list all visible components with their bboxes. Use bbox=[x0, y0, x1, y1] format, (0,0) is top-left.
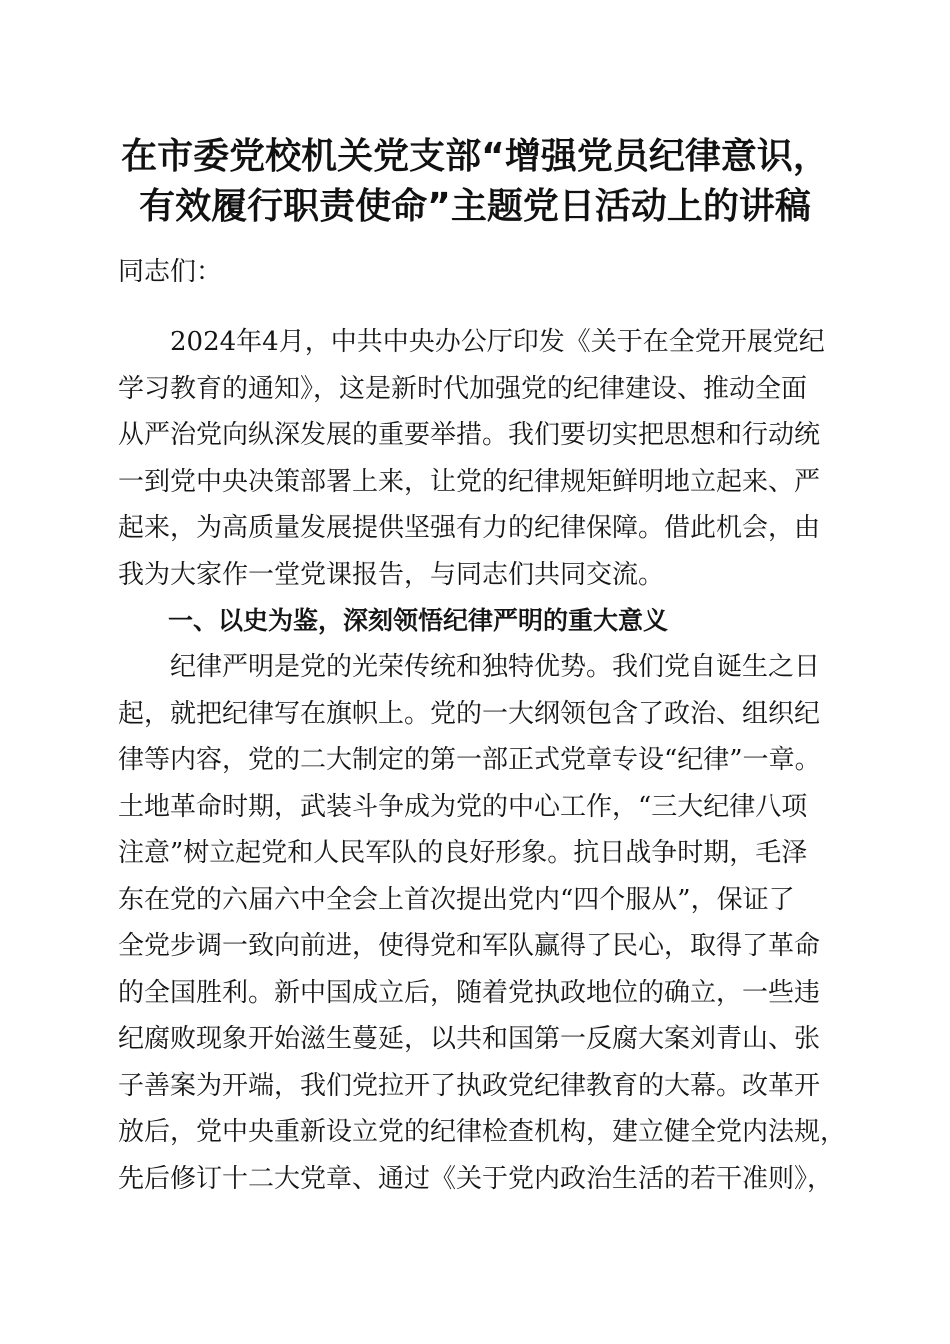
document-title-line-2: 有效履行职责使命”主题党日活动上的讲稿 bbox=[139, 186, 811, 227]
paragraph-1-line: 我为大家作一堂党课报告，与同志们共同交流。 bbox=[118, 560, 665, 590]
paragraph-2-line: 先后修订十二大党章、通过《关于党内政治生活的若干准则》， bbox=[118, 1164, 834, 1194]
paragraph-2-line: 注意”树立起党和人民军队的良好形象。抗日战争时期，毛泽 bbox=[118, 838, 808, 868]
paragraph-1-line: 学习教育的通知》，这是新时代加强党的纪律建设、推动全面 bbox=[118, 374, 808, 404]
paragraph-2-line: 全党步调一致向前进，使得党和军队赢得了民心，取得了革命 bbox=[118, 931, 821, 961]
document-title-line-1: 在市委党校机关党支部“增强党员纪律意识， bbox=[121, 136, 829, 177]
paragraph-2-line: 的全国胜利。新中国成立后，随着党执政地位的确立，一些违 bbox=[118, 978, 821, 1008]
paragraph-2-line: 土地革命时期，武装斗争成为党的中心工作，“三大纪律八项 bbox=[118, 792, 808, 822]
paragraph-2-line: 起，就把纪律写在旗帜上。党的一大纲领包含了政治、组织纪 bbox=[118, 699, 821, 729]
paragraph-2-line: 纪律严明是党的光荣传统和独特优势。我们党自诞生之日 bbox=[118, 652, 821, 682]
paragraph-1-line: 一到党中央决策部署上来，让党的纪律规矩鲜明地立起来、严 bbox=[118, 467, 821, 497]
paragraph-1-line: 从严治党向纵深发展的重要举措。我们要切实把思想和行动统 bbox=[118, 420, 821, 450]
paragraph-2-line: 纪腐败现象开始滋生蔓延，以共和国第一反腐大案刘青山、张 bbox=[118, 1024, 821, 1054]
paragraph-2-line: 东在党的六届六中全会上首次提出党内“四个服从”，保证了 bbox=[118, 885, 795, 915]
salutation: 同志们： bbox=[118, 257, 223, 287]
paragraph-1-line: 2024年4月，中共中央办公厅印发《关于在全党开展党纪 bbox=[118, 327, 825, 357]
paragraph-2-line: 子善案为开端，我们党拉开了执政党纪律教育的大幕。改革开 bbox=[118, 1071, 821, 1101]
paragraph-2-line: 律等内容，党的二大制定的第一部正式党章专设“纪律”一章。 bbox=[118, 745, 821, 775]
section-heading: 一、以史为鉴，深刻领悟纪律严明的重大意义 bbox=[118, 606, 669, 635]
paragraph-1-line: 起来，为高质量发展提供坚强有力的纪律保障。借此机会，由 bbox=[118, 513, 821, 543]
paragraph-2-line: 放后，党中央重新设立党的纪律检查机构，建立健全党内法规， bbox=[118, 1117, 847, 1147]
